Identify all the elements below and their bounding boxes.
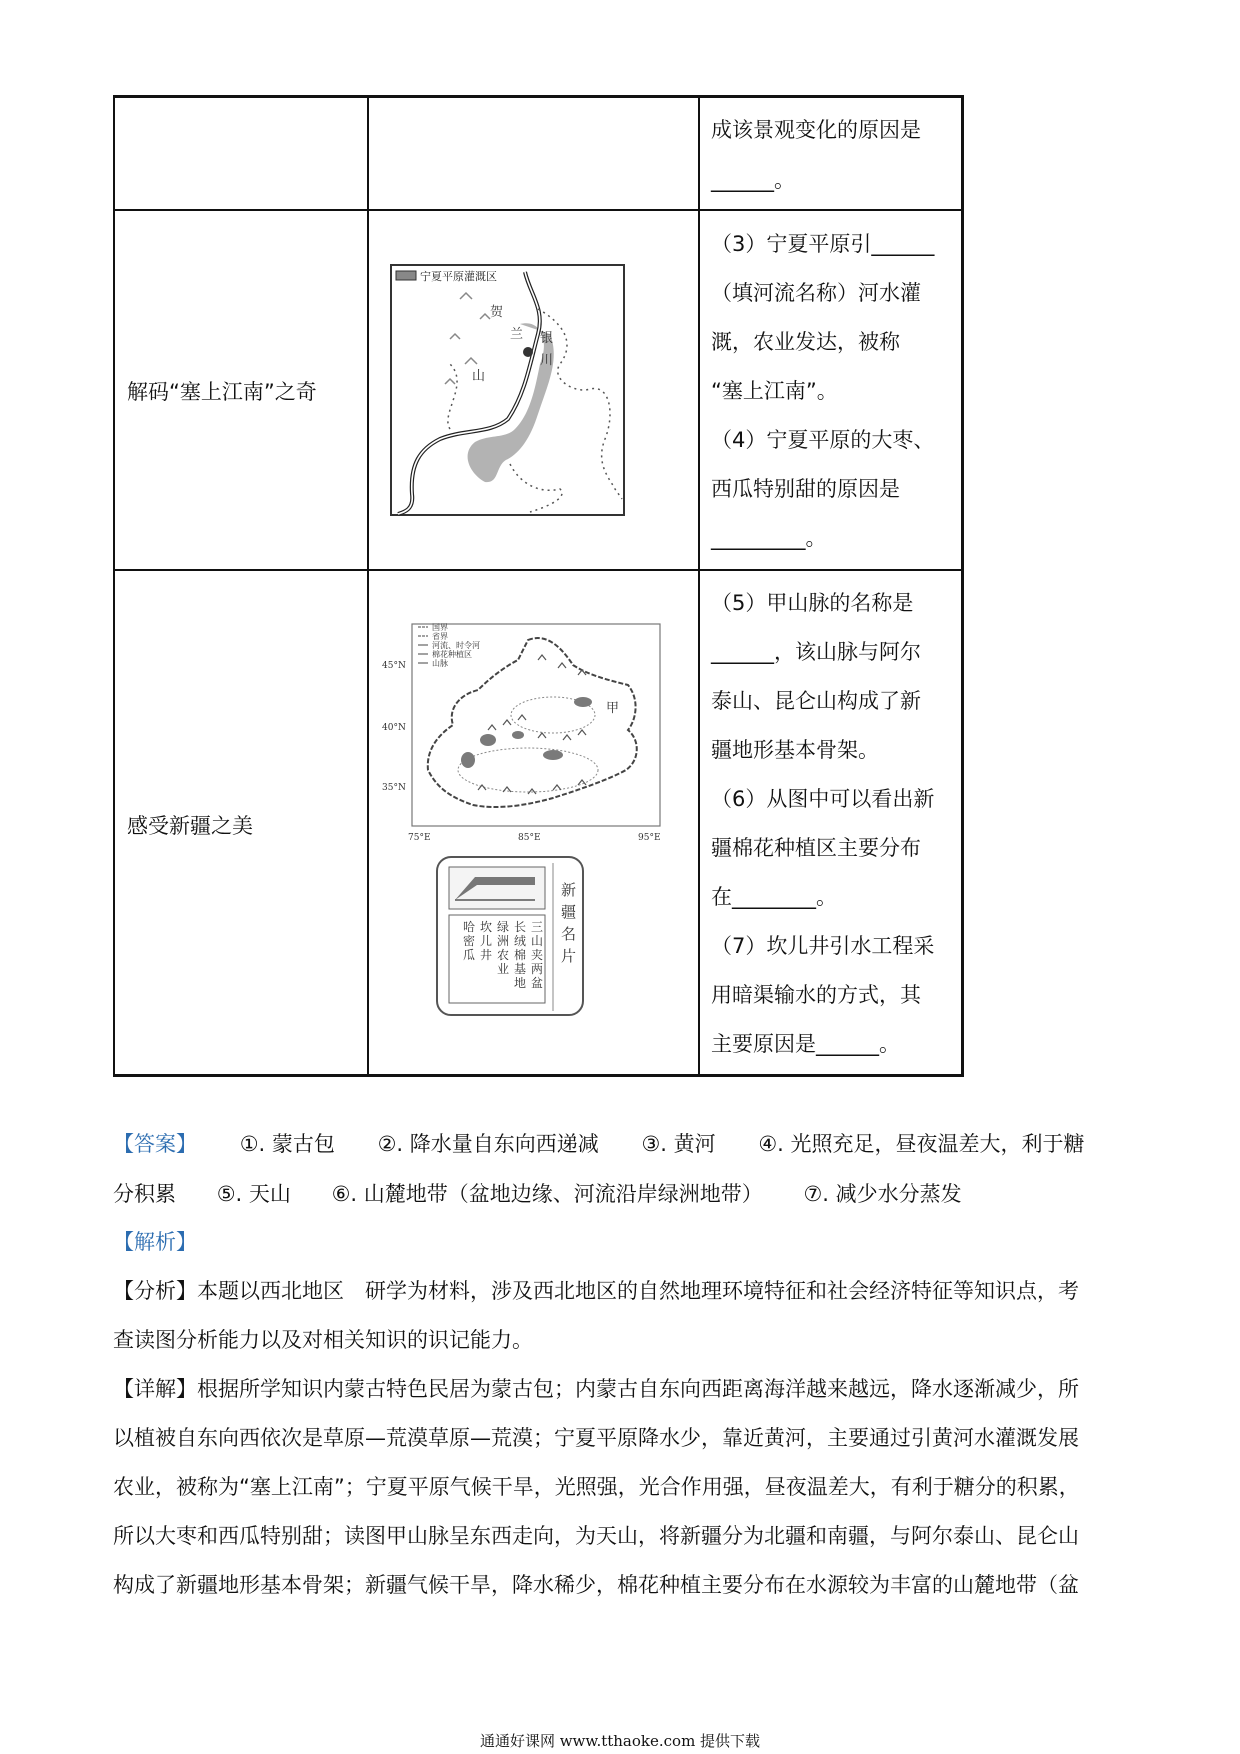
table-col-divider bbox=[367, 95, 369, 1077]
legend-entry: 山脉 bbox=[432, 659, 448, 668]
legend-entry: 棉花种植区 bbox=[432, 650, 472, 659]
analysis-line: 查读图分析能力以及对相关知识的识记能力。 bbox=[113, 1328, 533, 1352]
question-6-line: （6）从图中可以看出新 bbox=[711, 787, 935, 811]
map-place-label: 贺 bbox=[490, 305, 504, 320]
card-title-char: 疆 bbox=[561, 903, 577, 921]
xinjiang-map bbox=[378, 620, 668, 845]
question-4-line: 西瓜特别甜的原因是 bbox=[711, 477, 900, 501]
analysis-line: 以植被自东向西依次是草原—荒漠草原—荒漠；宁夏平原降水少，靠近黄河，主要通过引黄河水灌溉发展 bbox=[113, 1426, 1079, 1450]
card-char: 盆 bbox=[531, 976, 544, 990]
table-border-bottom bbox=[113, 1074, 964, 1077]
card-char: 地 bbox=[514, 976, 527, 990]
question-3-line: “塞上江南”。 bbox=[711, 379, 838, 403]
longitude-labels bbox=[408, 833, 661, 843]
longitude-label: 95°E bbox=[638, 833, 661, 843]
question-blank-line: ______。 bbox=[711, 168, 795, 192]
map-place-label: 银 bbox=[540, 331, 554, 346]
answer-item: ①. 蒙古包 bbox=[239, 1132, 335, 1156]
table-row-divider bbox=[113, 569, 964, 571]
card-char: 井 bbox=[480, 948, 493, 962]
analysis-line bbox=[113, 1375, 1079, 1403]
question-3-line: （3）宁夏平原引______ bbox=[711, 232, 935, 256]
answer-line bbox=[113, 1180, 962, 1208]
answer-item: ⑤. 天山 bbox=[216, 1182, 291, 1206]
map-place-label: 兰 bbox=[510, 327, 524, 342]
card-char: 夹 bbox=[531, 948, 544, 962]
card-char: 坎 bbox=[480, 920, 493, 934]
xiangjie-tag: 【详解】 bbox=[113, 1377, 197, 1401]
card-title-char: 新 bbox=[561, 881, 577, 899]
card-char: 棉 bbox=[514, 948, 527, 962]
card-char: 业 bbox=[497, 962, 510, 976]
latitude-labels bbox=[382, 661, 406, 793]
card-char: 山 bbox=[531, 934, 544, 948]
card-char: 两 bbox=[531, 962, 544, 976]
question-7-line: （7）坎儿井引水工程采 bbox=[711, 934, 935, 958]
answer-tag: 【答案】 bbox=[113, 1132, 197, 1156]
table-border-right bbox=[961, 95, 964, 1077]
card-char: 绿 bbox=[497, 920, 510, 934]
question-text: 成该景观变化的原因是 bbox=[711, 118, 921, 142]
card-title-char: 片 bbox=[561, 947, 577, 965]
answer-item: ⑥. 山麓地带（盆地边缘、河流沿岸绿洲地带） bbox=[331, 1182, 763, 1206]
analysis-tag: 【解析】 bbox=[113, 1230, 197, 1254]
question-3-line: （填河流名称）河水灌 bbox=[711, 281, 921, 305]
analysis-line: 构成了新疆地形基本骨架；新疆气候干旱，降水稀少，棉花种植主要分布在水源较为丰富的山麓地带（盆 bbox=[113, 1573, 1079, 1597]
card-char: 基 bbox=[514, 962, 527, 976]
map-place-label: 川 bbox=[540, 353, 554, 368]
analysis-line bbox=[113, 1277, 1079, 1305]
table-border-left bbox=[113, 95, 115, 1077]
question-4-line: （4）宁夏平原的大枣、 bbox=[711, 428, 935, 452]
question-7-line: 主要原因是______。 bbox=[711, 1032, 900, 1056]
question-4-line: _________。 bbox=[711, 526, 827, 550]
latitude-label: 35°N bbox=[382, 783, 406, 793]
legend-swatch bbox=[396, 271, 416, 280]
card-char: 洲 bbox=[497, 934, 510, 948]
fenxi-tag: 【分析】 bbox=[113, 1279, 197, 1303]
card-char: 绒 bbox=[514, 934, 527, 948]
answer-item: ②. 降水量自东向西递减 bbox=[377, 1132, 599, 1156]
latitude-label: 40°N bbox=[382, 723, 406, 733]
card-title-char: 名 bbox=[561, 925, 577, 943]
ningxia-irrigation-map bbox=[390, 264, 625, 516]
card-char: 瓜 bbox=[463, 948, 476, 962]
question-6-line: 在________。 bbox=[711, 885, 837, 909]
card-char: 密 bbox=[463, 934, 476, 948]
card-char: 哈 bbox=[463, 920, 476, 934]
map-place-label: 山 bbox=[472, 369, 486, 384]
yinchuan-city-dot bbox=[523, 347, 533, 357]
fenxi-text: 本题以西北地区 研学为材料，涉及西北地区的自然地理环境特征和社会经济特征等知识点，考 bbox=[197, 1279, 1079, 1303]
table-row-divider bbox=[113, 209, 964, 211]
map-legend-text: 宁夏平原灌溉区 bbox=[420, 270, 497, 283]
legend-entry: 国界 bbox=[432, 623, 448, 632]
card-picture bbox=[449, 867, 545, 909]
answer-item: ④. 光照充足，昼夜温差大，利于糖 bbox=[758, 1132, 1085, 1156]
question-5-line: ______，该山脉与阿尔 bbox=[711, 640, 921, 664]
legend-entry: 省界 bbox=[432, 632, 448, 641]
question-5-line: （5）甲山脉的名称是 bbox=[711, 591, 914, 615]
question-3-line: 溉，农业发达，被称 bbox=[711, 330, 900, 354]
legend-entry: 河流、时令河 bbox=[432, 641, 480, 650]
row-label-ningxia: 解码“塞上江南”之奇 bbox=[127, 380, 317, 404]
answer-item: ③. 黄河 bbox=[641, 1132, 716, 1156]
xiangjie-text: 根据所学知识内蒙古特色民居为蒙古包；内蒙古自东向西距离海洋越来越远，降水逐渐减少，所 bbox=[197, 1377, 1079, 1401]
analysis-line: 农业，被称为“塞上江南”；宁夏平原气候干旱，光照强，光合作用强，昼夜温差大，有利于糖分的积累， bbox=[113, 1475, 1080, 1499]
card-char: 儿 bbox=[480, 934, 493, 948]
question-5-line: 泰山、昆仑山构成了新 bbox=[711, 689, 921, 713]
table-col-divider bbox=[698, 95, 700, 1077]
analysis-line: 所以大枣和西瓜特别甜；读图甲山脉呈东西走向，为天山，将新疆分为北疆和南疆，与阿尔泰山、昆仑山 bbox=[113, 1524, 1079, 1548]
region-label-jia: 甲 bbox=[606, 701, 620, 716]
question-7-line: 用暗渠输水的方式，其 bbox=[711, 983, 921, 1007]
latitude-label: 45°N bbox=[382, 661, 406, 671]
longitude-label: 85°E bbox=[518, 833, 541, 843]
longitude-label: 75°E bbox=[408, 833, 431, 843]
xinjiang-name-card bbox=[435, 855, 585, 1017]
table-border-top bbox=[113, 95, 964, 98]
card-char: 长 bbox=[514, 920, 527, 934]
question-5-line: 疆地形基本骨架。 bbox=[711, 738, 879, 762]
page-footer: 通通好课网 www.tthaoke.com 提供下载 bbox=[479, 1732, 761, 1750]
card-char: 三 bbox=[531, 920, 544, 934]
answer-item: 分积累 bbox=[113, 1182, 176, 1206]
card-char: 农 bbox=[497, 948, 510, 962]
answer-line bbox=[113, 1130, 1085, 1158]
question-6-line: 疆棉花种植区主要分布 bbox=[711, 836, 921, 860]
answer-item: ⑦. 减少水分蒸发 bbox=[803, 1182, 962, 1206]
row-label-xinjiang: 感受新疆之美 bbox=[127, 814, 253, 838]
